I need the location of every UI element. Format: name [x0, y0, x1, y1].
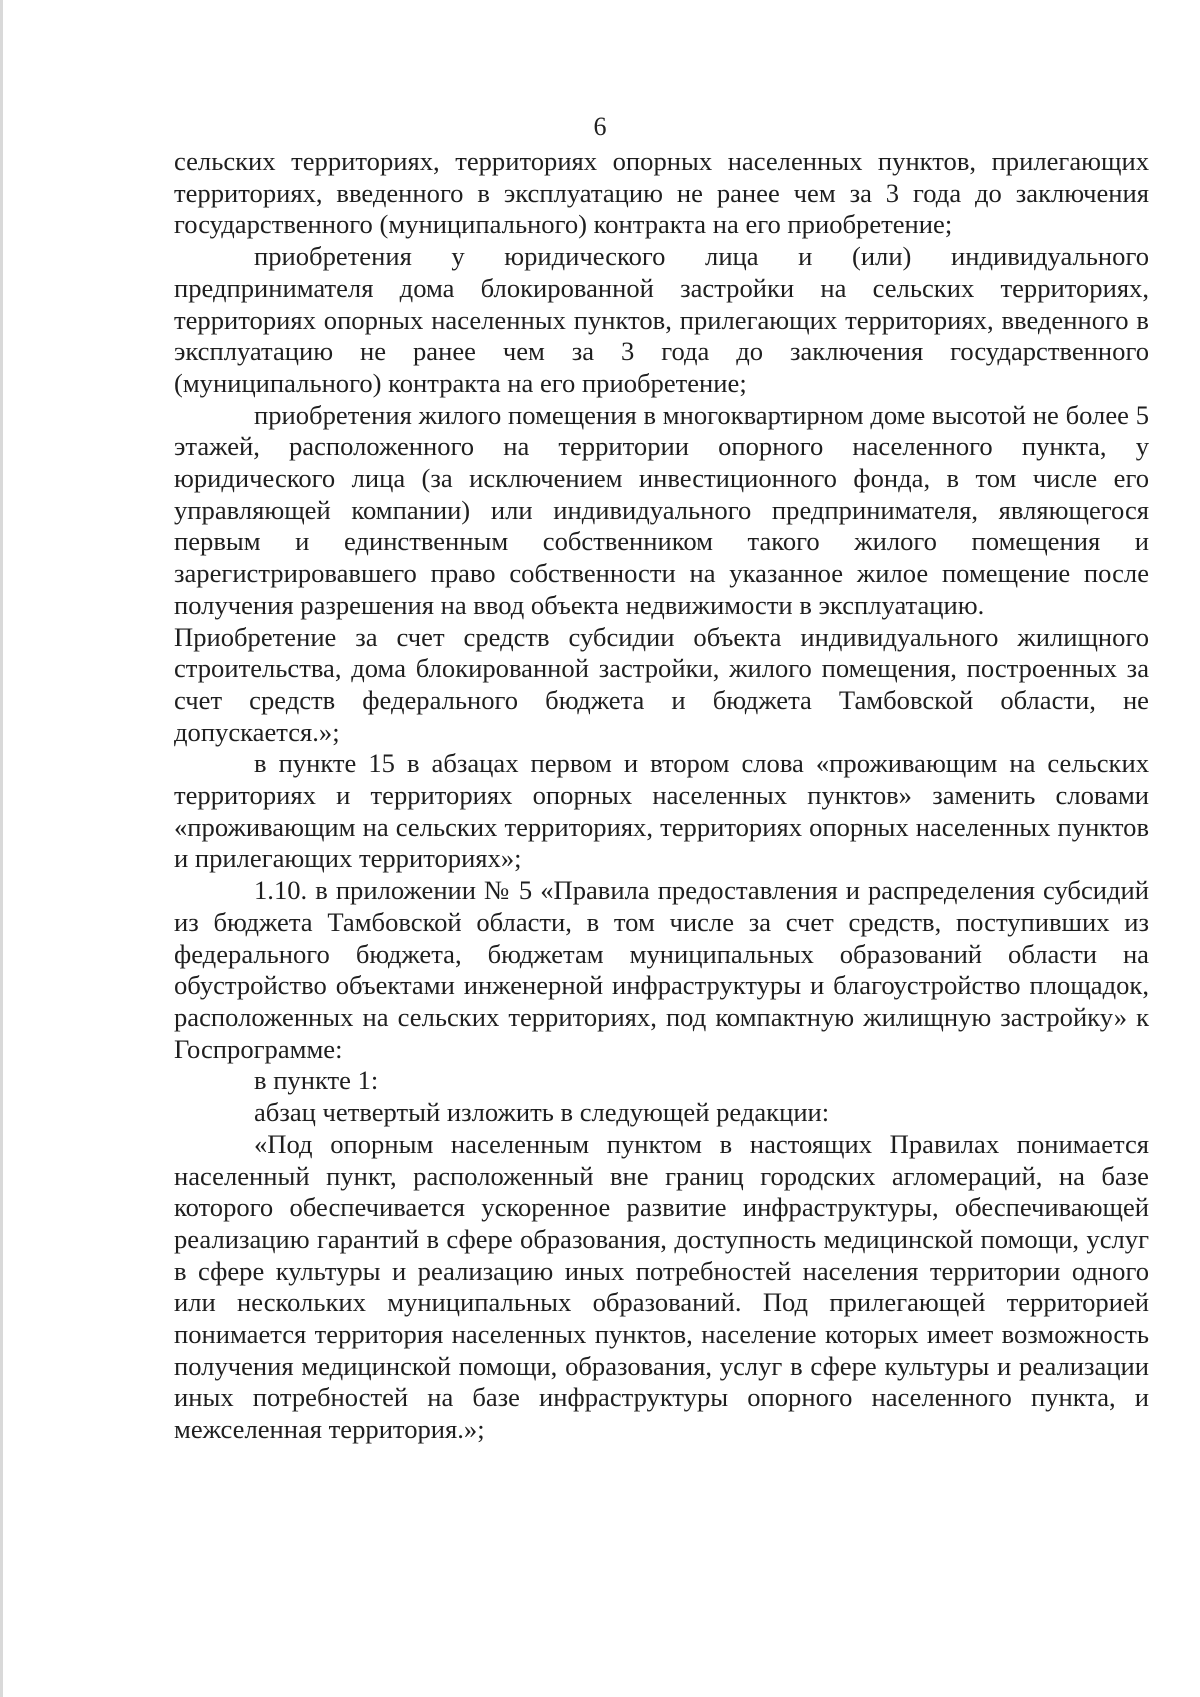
document-body: [174, 146, 1149, 1446]
page-number: 6: [593, 112, 607, 141]
paragraph-point-1: в пункте 1:: [254, 1065, 379, 1096]
paragraph-blocked-house: приобретения у юридического лица и (или) индивидуального предпринимателя дома блокированной застройки на сельских территориях, территориях опорных населенных пунктов, прилегающих территориях, введенного в эксплуатацию не ранее чем за 3 года до заключения государственного (муниципального) контракта на его приобретение;: [174, 241, 1149, 398]
paragraph-apartment: приобретения жилого помещения в многоквартирном доме высотой не более 5 этажей, расположенного на территории опорного населенного пункта, у юридического лица (за исключением инвестиционного фонда, в том числе его управляющей компании) или индивидуального предпринимателя, являющегося первым и единственным собственником такого жилого помещения и зарегистрировавшего право собственности на указанное жилое помещение после получения разрешения на ввод объекта недвижимости в эксплуатацию.: [174, 399, 1149, 620]
paragraph-continuation: сельских территориях, территориях опорных населенных пунктов, прилегающих территориях, введенного в эксплуатацию не ранее чем за 3 года до заключения государственного (муниципального) контракта на его приобретение;: [174, 146, 1149, 240]
paragraph-prohibition: Приобретение за счет средств субсидии объекта индивидуального жилищного строительства, дома блокированной застройки, жилого помещения, построенных за счет средств федерального бюджета и бюджета Тамбовской области, не допускается.»;: [174, 621, 1149, 747]
scan-edge: [0, 0, 3, 1697]
paragraph-fourth-abzac: абзац четвертый изложить в следующей редакции:: [254, 1097, 830, 1128]
paragraph-point-15: в пункте 15 в абзацах первом и втором слова «проживающим на сельских территориях и территориях опорных населенных пунктов» заменить словами «проживающим на сельских территориях, территориях опорных населенных пунктов и прилегающих территориях»;: [174, 748, 1149, 874]
paragraph-definition: «Под опорным населенным пунктом в настоящих Правилах понимается населенный пункт, расположенный вне границ городских агломераций, на базе которого обеспечивается ускоренное развитие инфраструктуры, обеспечивающей реализацию гарантий в сфере образования, доступность медицинской помощи, услуг в сфере культуры и реализацию иных потребностей населения территории одного или нескольких муниципальных образований. Под прилегающей территорией понимается территория населенных пунктов, население которых имеет возможность получения медицинской помощи, образования, услуг в сфере культуры и реализации иных потребностей на базе инфраструктуры опорного населенного пункта, и межселенная территория.»;: [174, 1128, 1149, 1445]
paragraph-appendix-5: 1.10. в приложении № 5 «Правила предоставления и распределения субсидий из бюджета Тамбовской области, в том числе за счет средств, поступивших из федерального бюджета, бюджетам муниципальных образований области на обустройство объектами инженерной инфраструктуры и благоустройство площадок, расположенных на сельских территориях, под компактную жилищную застройку» к Госпрограмме:: [174, 875, 1149, 1064]
